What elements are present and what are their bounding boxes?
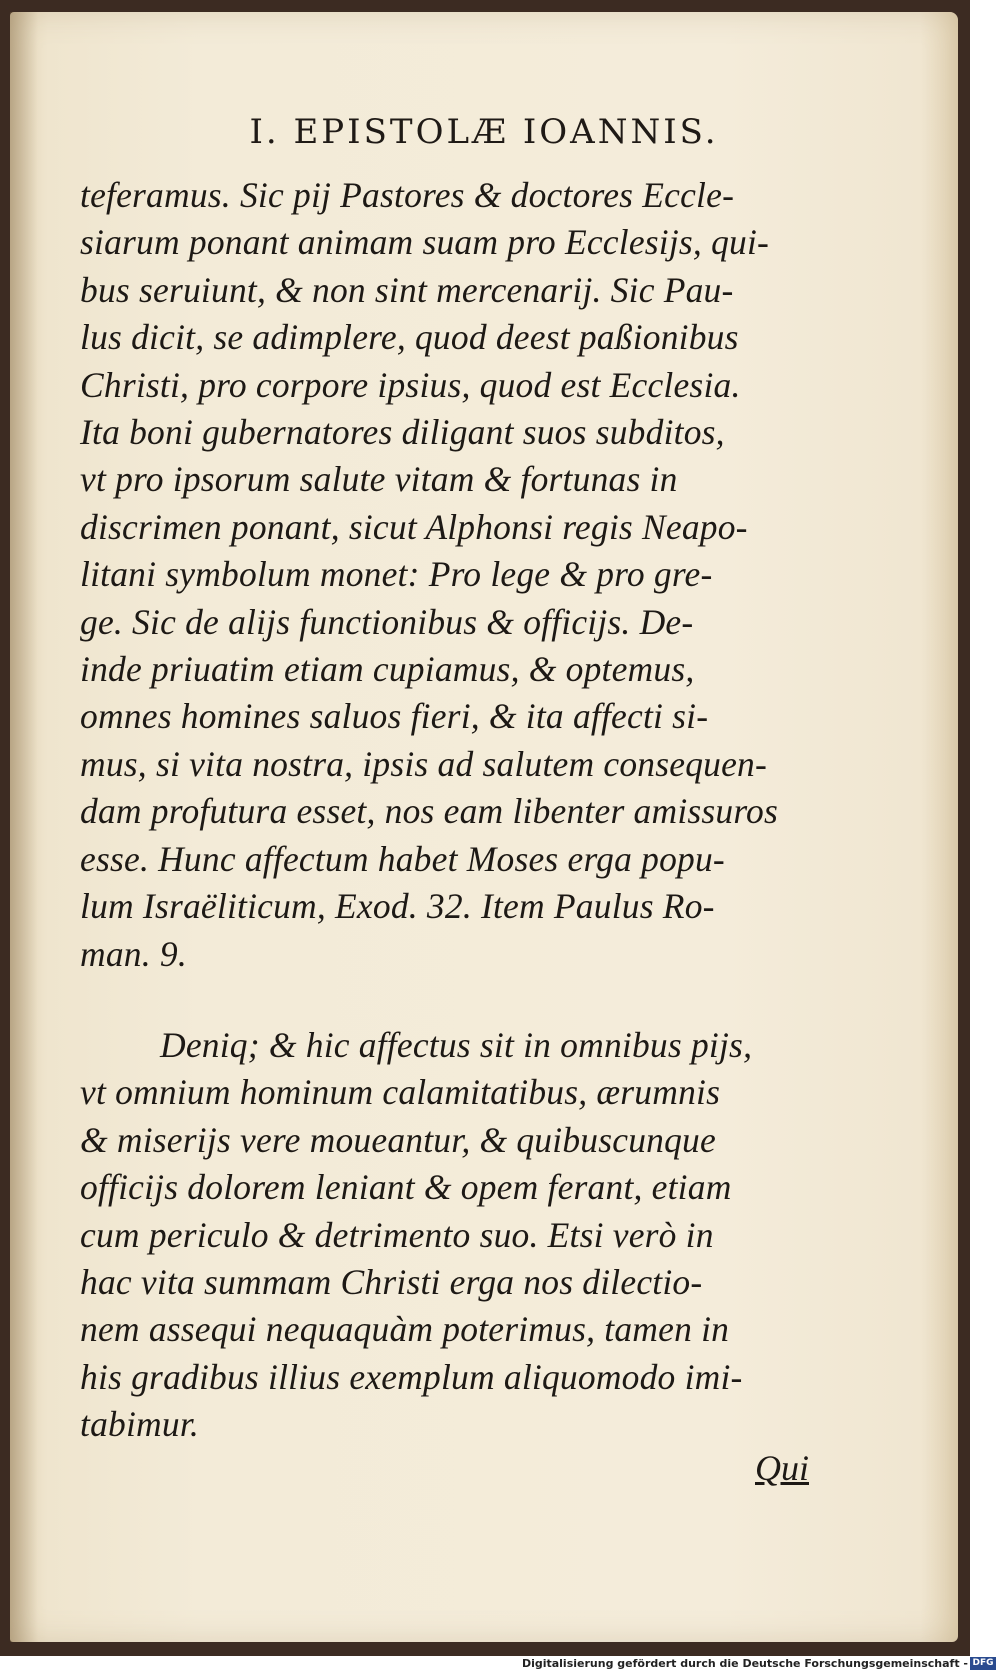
text-line: omnes homines saluos fieri, & ita affecti si- [80,696,709,737]
text-line: lum Israëliticum, Exod. 32. Item Paulus Ro- [80,886,715,927]
dfg-logo-icon: DFG [970,1657,996,1670]
catchword: Qui [755,1448,809,1488]
text-line: nem assequi nequaquàm poterimus, tamen in [80,1309,730,1350]
text-line: man. 9. [80,933,187,974]
text-line: mus, si vita nostra, ipsis ad salutem consequen- [80,743,768,784]
text-line: esse. Hunc affectum habet Moses erga popu- [80,838,725,879]
text-line: Christi, pro corpore ipsius, quod est Ecclesia. [80,364,741,405]
text-line: litani symbolum monet: Pro lege & pro gre- [80,554,713,595]
text-line: lus dicit, se adimplere, quod deest paßionibus [80,317,739,358]
text-line: Deniq; & hic affectus sit in omnibus pijs, [160,1025,753,1065]
text-line: vt omnium hominum calamitatibus, ærumnis [80,1072,721,1113]
text-line: vt pro ipsorum salute vitam & fortunas in [80,459,678,500]
text-line: siarum ponant animam suam pro Ecclesijs, qui- [80,222,770,263]
text-line: & miserijs vere moueantur, & quibuscunque [80,1119,716,1160]
paragraph-1 [80,172,840,978]
footer-credit: Digitalisierung gefördert durch die Deutsche Forschungsgemeinschaft - [521,1657,968,1670]
text-line: inde priuatim etiam cupiamus, & optemus, [80,649,695,690]
paragraph-2 [80,1022,840,1449]
text-line: dam profutura esset, nos eam libenter amissuros [80,791,779,832]
gutter-shadow [10,12,38,1642]
text-line: teferamus. Sic pij Pastores & doctores Eccle- [80,175,735,215]
book-page [10,12,958,1642]
running-head: I. EPISTOLÆ IOANNIS. [249,112,719,152]
text-line: hac vita summam Christi erga nos dilectio- [80,1262,703,1303]
text-line: bus seruiunt, & non sint mercenarij. Sic Pau- [80,269,734,310]
text-line: discrimen ponant, sicut Alphonsi regis Neapo- [80,506,748,547]
text-line: ge. Sic de alijs functionibus & officijs. De- [80,601,694,642]
text-line: his gradibus illius exemplum aliquomodo imi- [80,1356,743,1397]
text-line: tabimur. [80,1404,199,1445]
text-line: Ita boni gubernatores diligant suos subditos, [80,412,725,453]
text-line: officijs dolorem leniant & opem ferant, etiam [80,1167,732,1208]
text-line: cum periculo & detrimento suo. Etsi verò in [80,1214,714,1255]
